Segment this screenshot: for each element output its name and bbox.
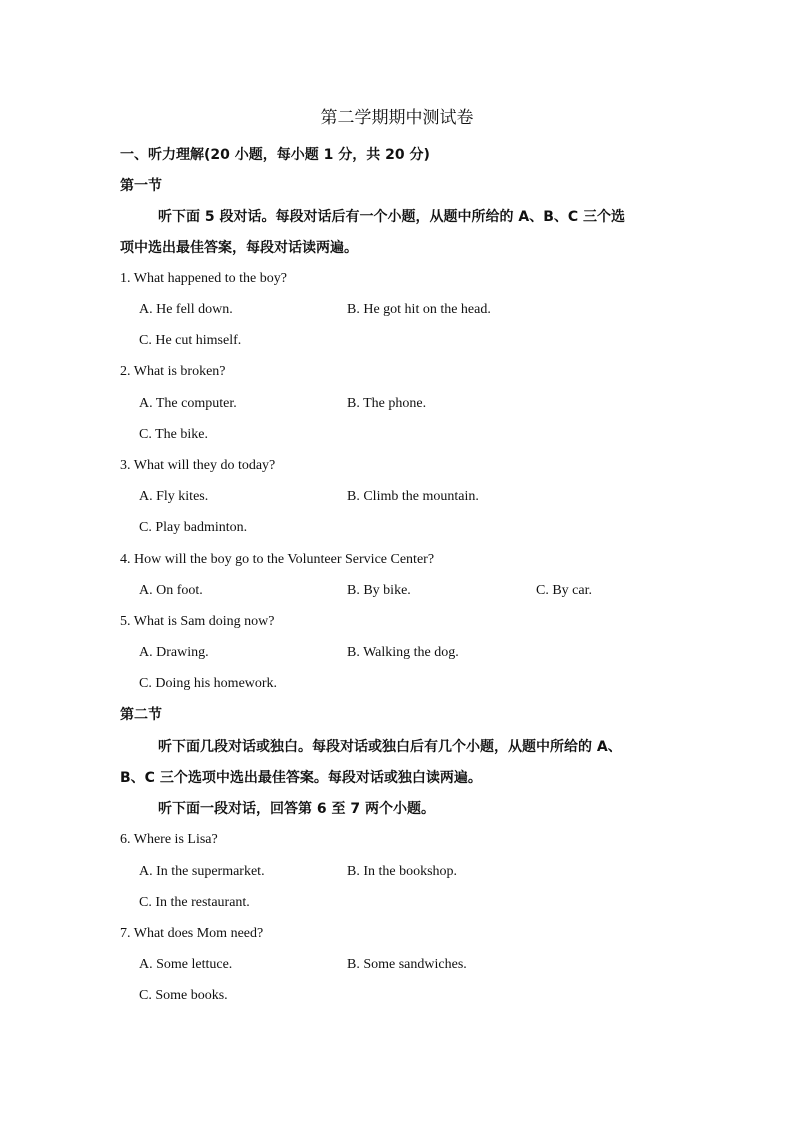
q6-option-a: A. In the supermarket. (139, 864, 265, 879)
q3-option-b: B. Climb the mountain. (347, 489, 479, 504)
q7-option-c: C. Some books. (139, 988, 228, 1003)
q2-option-a: A. The computer. (139, 396, 237, 411)
q1-option-b: B. He got hit on the head. (347, 302, 491, 317)
q5-option-c: C. Doing his homework. (139, 676, 278, 691)
q7-option-b: B. Some sandwiches. (347, 957, 467, 972)
q6-option-c: C. In the restaurant. (139, 895, 250, 910)
section2-instruction-1: 听下面几段对话或独白。每段对话或独白后有几个小题，从题中所给的 A、 (158, 739, 622, 755)
question-7: 7. What does Mom need? (120, 926, 264, 941)
question-5: 5. What is Sam doing now? (120, 614, 275, 629)
section1-instruction-2: 项中选出最佳答案，每段对话读两遍。 (120, 240, 358, 256)
part1-heading: 一、听力理解(20 小题，每小题 1 分，共 20 分) (120, 147, 430, 163)
section1-label: 第一节 (120, 178, 162, 194)
page-title: 第二学期期中测试卷 (320, 108, 474, 128)
question-1: 1. What happened to the boy? (120, 271, 287, 286)
q7-option-a: A. Some lettuce. (139, 957, 233, 972)
q4-option-b: B. By bike. (347, 583, 411, 598)
section2-instruction-2: B、C 三个选项中选出最佳答案。每段对话或独白读两遍。 (120, 770, 482, 786)
q3-option-a: A. Fly kites. (139, 489, 209, 504)
q4-option-a: A. On foot. (139, 583, 203, 598)
section2-sub-instruction: 听下面一段对话，回答第 6 至 7 两个小题。 (158, 801, 435, 817)
q2-option-b: B. The phone. (347, 396, 427, 411)
q1-option-a: A. He fell down. (139, 302, 233, 317)
question-2: 2. What is broken? (120, 364, 226, 379)
q5-option-a: A. Drawing. (139, 645, 209, 660)
question-6: 6. Where is Lisa? (120, 832, 218, 847)
q6-option-b: B. In the bookshop. (347, 864, 458, 879)
q3-option-c: C. Play badminton. (139, 520, 248, 535)
q1-option-c: C. He cut himself. (139, 333, 242, 348)
q5-option-b: B. Walking the dog. (347, 645, 459, 660)
q2-option-c: C. The bike. (139, 427, 208, 442)
question-3: 3. What will they do today? (120, 458, 276, 473)
q4-option-c: C. By car. (536, 583, 592, 598)
section2-label: 第二节 (120, 707, 162, 723)
question-4: 4. How will the boy go to the Volunteer Service Center? (120, 552, 435, 567)
section1-instruction-1: 听下面 5 段对话。每段对话后有一个小题，从题中所给的 A、B、C 三个选 (158, 209, 626, 225)
